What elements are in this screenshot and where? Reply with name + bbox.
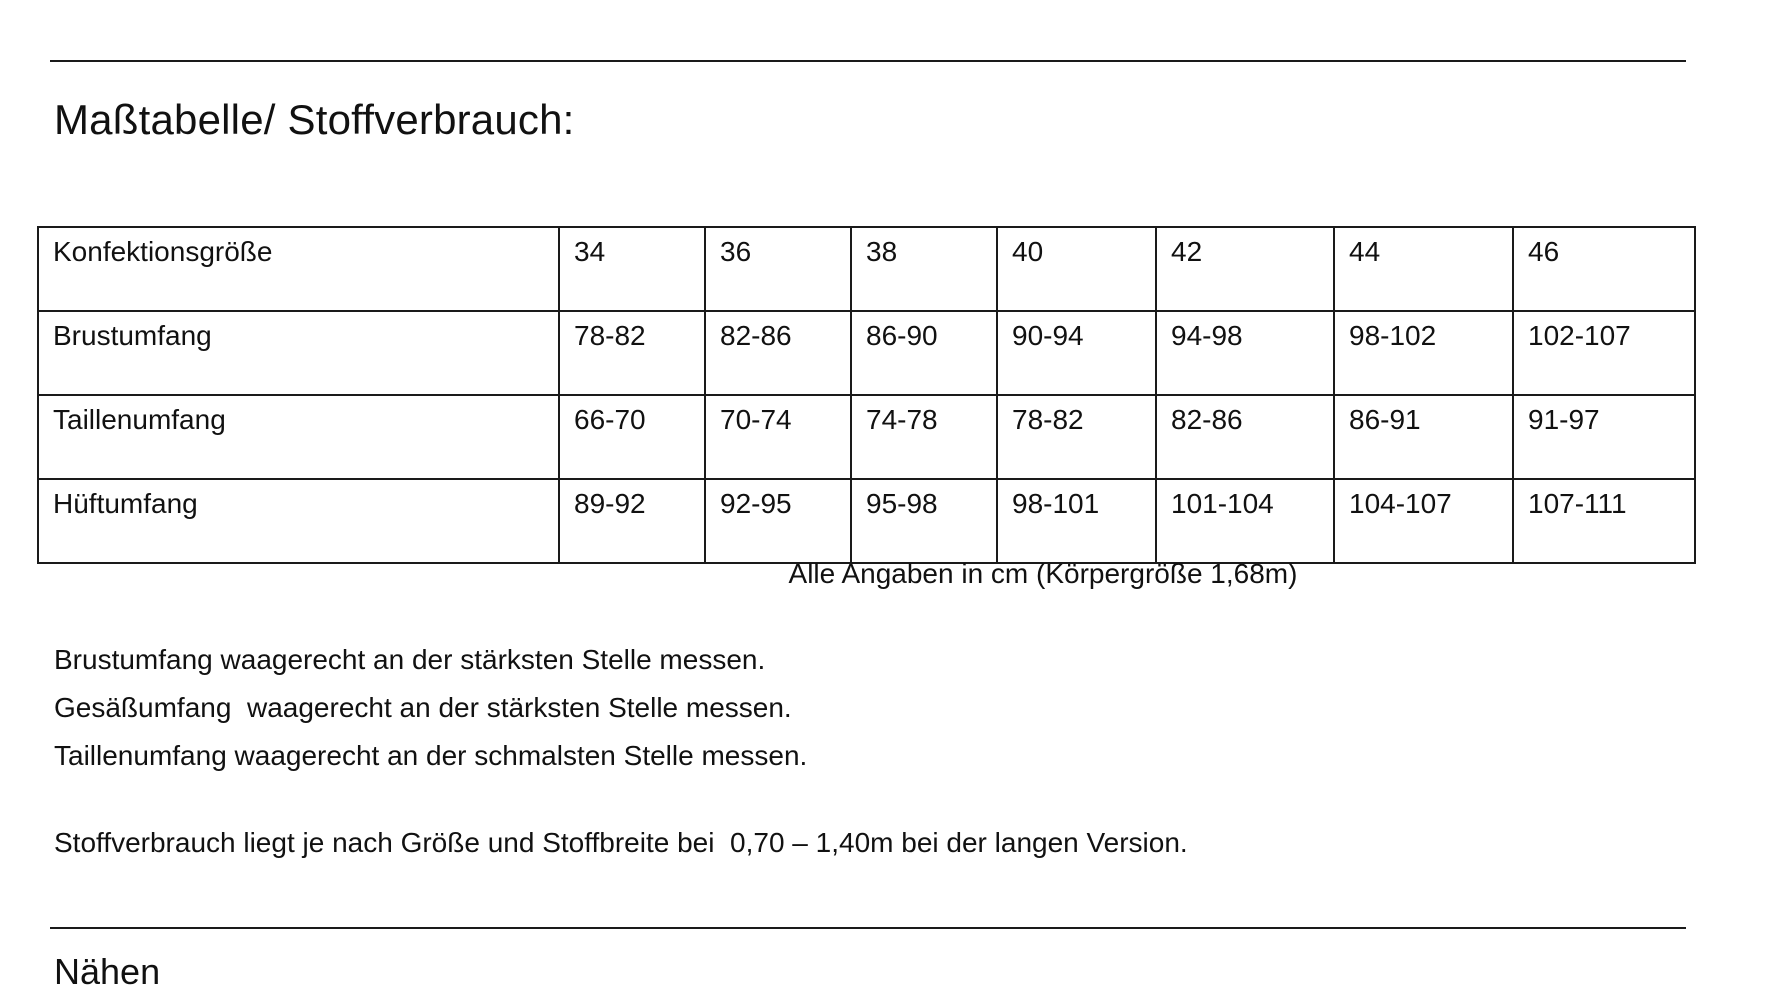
measure-cell: 70-74 — [705, 395, 851, 479]
measure-cell: 66-70 — [559, 395, 705, 479]
measure-cell: 102-107 — [1513, 311, 1695, 395]
measure-cell: 98-102 — [1334, 311, 1513, 395]
row-label: Hüftumfang — [38, 479, 559, 563]
fabric-consumption: Stoffverbrauch liegt je nach Größe und Stoffbreite bei 0,70 – 1,40m bei der langen Version. — [54, 827, 1188, 858]
size-cell: 38 — [851, 227, 997, 311]
measure-cell: 78-82 — [997, 395, 1156, 479]
note-line-waist: Taillenumfang waagerecht an der schmalsten Stelle messen. — [54, 740, 808, 771]
measure-cell: 95-98 — [851, 479, 997, 563]
size-cell: 36 — [705, 227, 851, 311]
measure-cell: 91-97 — [1513, 395, 1695, 479]
note-line-seat: Gesäßumfang waagerecht an der stärksten Stelle messen. — [54, 692, 792, 723]
next-section-heading: Nähen — [54, 951, 161, 992]
size-cell: 44 — [1334, 227, 1513, 311]
measure-cell: 98-101 — [997, 479, 1156, 563]
row-label: Konfektionsgröße — [38, 227, 559, 311]
measure-cell: 86-91 — [1334, 395, 1513, 479]
size-cell: 46 — [1513, 227, 1695, 311]
size-cell: 34 — [559, 227, 705, 311]
measure-cell: 101-104 — [1156, 479, 1334, 563]
row-label: Taillenumfang — [38, 395, 559, 479]
measure-cell: 89-92 — [559, 479, 705, 563]
measurement-notes — [54, 636, 807, 780]
row-label: Brustumfang — [38, 311, 559, 395]
measure-cell: 74-78 — [851, 395, 997, 479]
measure-cell: 86-90 — [851, 311, 997, 395]
measure-cell: 82-86 — [705, 311, 851, 395]
table-caption: Alle Angaben in cm (Körpergröße 1,68m) — [788, 558, 1298, 589]
measure-cell: 92-95 — [705, 479, 851, 563]
measure-cell: 107-111 — [1513, 479, 1695, 563]
page-title: Maßtabelle/ Stoffverbrauch: — [54, 96, 575, 143]
measure-cell: 82-86 — [1156, 395, 1334, 479]
bottom-divider — [50, 927, 1686, 929]
size-cell: 42 — [1156, 227, 1334, 311]
measure-cell: 104-107 — [1334, 479, 1513, 563]
measure-cell: 78-82 — [559, 311, 705, 395]
measure-cell: 94-98 — [1156, 311, 1334, 395]
size-cell: 40 — [997, 227, 1156, 311]
measure-cell: 90-94 — [997, 311, 1156, 395]
note-line-bust: Brustumfang waagerecht an der stärksten Stelle messen. — [54, 644, 766, 675]
